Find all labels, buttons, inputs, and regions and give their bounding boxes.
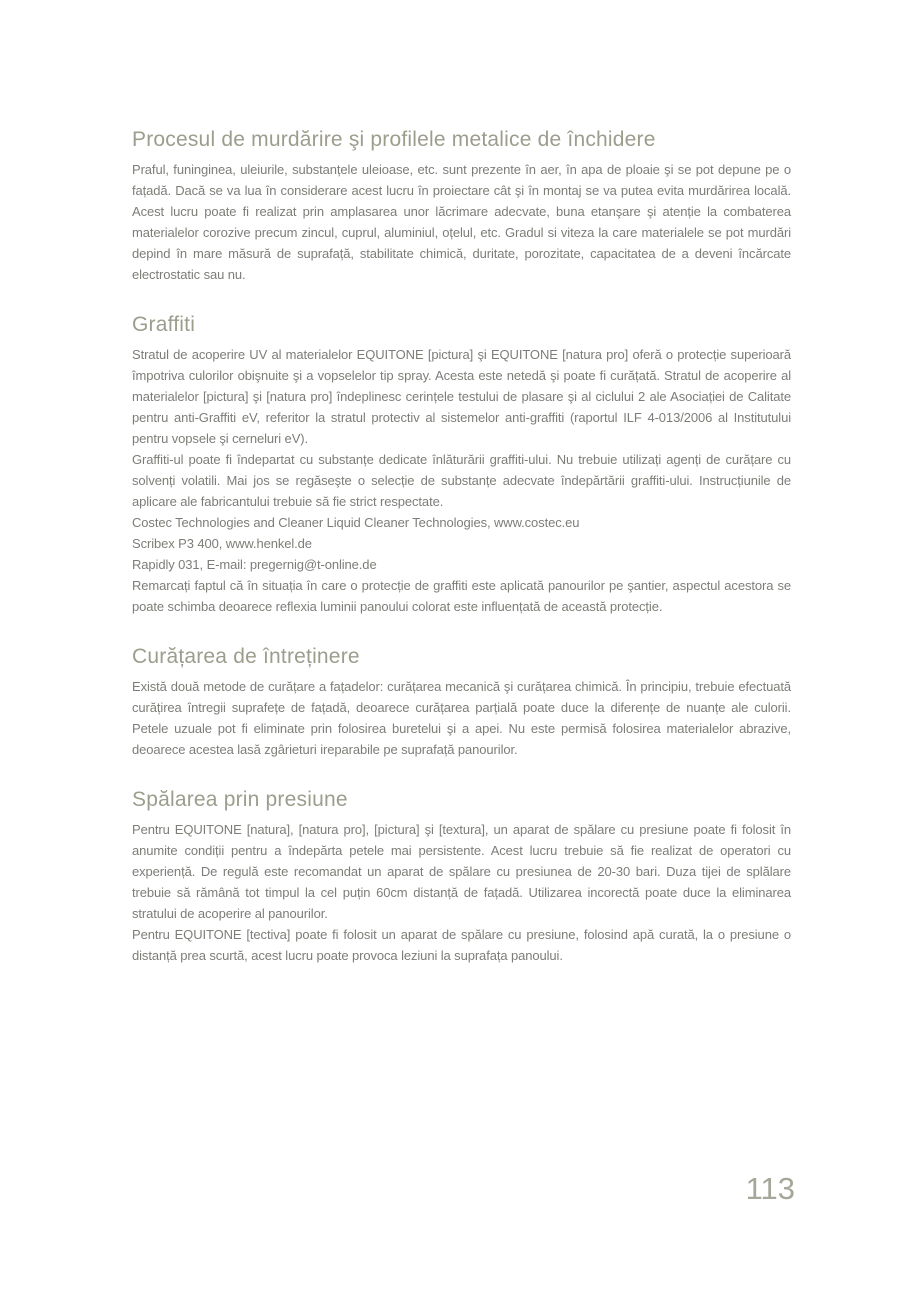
section-heading: Graffiti xyxy=(132,313,196,336)
paragraph: Există două metode de curățare a fațadelor: curățarea mecanică şi curățarea chimică. În principiu, trebuie efectuată curățirea întregii suprafețe de fațadă, deoarece curățarea parțială poate duce la diferențe de nuanțe ale culorii. Petele uzuale pot fi eliminate prin folosirea buretelui şi a apei. Nu este permisă folosirea materialelor abrazive, deoarece acestea lasă zgârieturi ireparabile pe suprafață panourilor. xyxy=(132,679,791,757)
paragraph: Praful, funinginea, uleiurile, substanțele uleioase, etc. sunt prezente în aer, în apa de ploaie şi se pot depune pe o fațadă. Dacă se va lua în considerare acest lucru în proiectare cât şi în montaj se va putea evita murdărirea locală. Acest lucru poate fi realizat prin amplasarea unor lăcrimare adecvate, buna etanşare şi atenție la combaterea materialelor corozive precum zincul, cuprul, aluminiul, oțelul, etc. Gradul si viteza la care materialele se pot murdări depind în mare măsură de suprafață, stabilitate chimică, duritate, porozitate, capacitatea de a deveni încărcate electrostatic sau nu. xyxy=(132,162,791,282)
section-maintenance-cleaning xyxy=(132,644,791,760)
section-soiling-process xyxy=(132,127,791,285)
paragraph: Remarcați faptul că în situația în care o protecție de graffiti este aplicată panourilor pe şantier, aspectul acestora se poate schimba deoarece reflexia luminii panoului colorat este influențată de această protecție. xyxy=(132,578,791,614)
section-graffiti xyxy=(132,312,791,617)
section-heading: Procesul de murdărire şi profilele metalice de închidere xyxy=(132,128,656,151)
section-heading: Curățarea de întreținere xyxy=(132,645,360,668)
paragraph-supplier-costec: Costec Technologies and Cleaner Liquid Cleaner Technologies, www.costec.eu xyxy=(132,515,580,530)
paragraph: Pentru EQUITONE [natura], [natura pro], [pictura] şi [textura], un aparat de spălare cu presiune poate fi folosit în anumite condiții pentru a îndepărta petele mai persistente. Acest lucru trebuie să fie realizat de operatori cu experiență. De regulă este recomandat un aparat de spălare cu presiunea de 20-30 bari. Duza tijei de splălare trebuie să rămână tot timpul la cel puțin 60cm distanță de fațadă. Utilizarea incorectă poate duce la eliminarea stratului de acoperire al panourilor. xyxy=(132,822,791,921)
paragraph-supplier-scribex: Scribex P3 400, www.henkel.de xyxy=(132,536,312,551)
section-heading: Spălarea prin presiune xyxy=(132,788,348,811)
page-number: 113 xyxy=(745,1171,795,1206)
paragraph: Graffiti-ul poate fi îndepartat cu substanțe dedicate înlăturării graffiti-ului. Nu trebuie utilizați agenți de curățare cu solvenți volatili. Mai jos se regăseşte o selecție de substanțe adecvate îndepărtării graffiti-ului. Instrucțiunile de aplicare ale fabricantului trebuie să fie strict respectate. xyxy=(132,452,791,509)
section-pressure-washing xyxy=(132,787,791,966)
paragraph: Pentru EQUITONE [tectiva] poate fi folosit un aparat de spălare cu presiune, folosind apă curată, la o presiune o distanță prea scurtă, acest lucru poate provoca leziuni la suprafața panoului. xyxy=(132,927,791,963)
paragraph: Stratul de acoperire UV al materialelor EQUITONE [pictura] şi EQUITONE [natura pro] oferă o protecție superioară împotriva culorilor obişnuite şi a vopselelor tip spray. Acesta este netedă şi poate fi curățată. Stratul de acoperire al materialelor [pictura] şi [natura pro] îndeplinesc cerințele testului de plasare şi al ciclului 2 ale Asociației de Calitate pentru anti-Graffiti eV, referitor la stratul protectiv al sistemelor anti-graffiti (raportul ILF 4-013/2006 al Institutului pentru vopsele şi cerneluri eV). xyxy=(132,347,791,446)
paragraph-supplier-rapidly: Rapidly 031, E-mail: pregernig@t-online.de xyxy=(132,557,377,572)
page-content xyxy=(132,127,791,966)
